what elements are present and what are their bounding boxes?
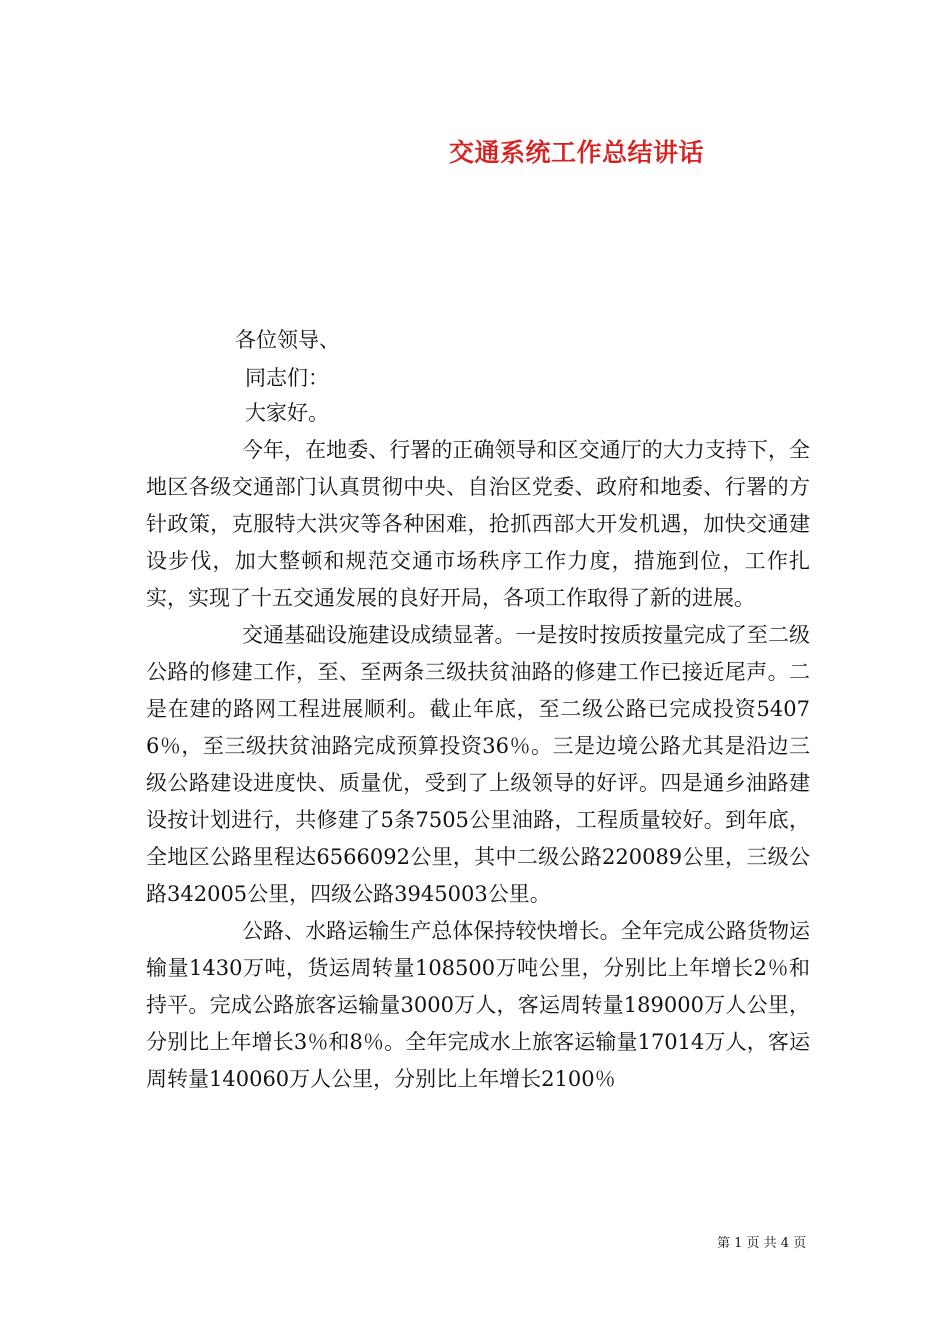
- document-title: 交通系统工作总结讲话: [449, 138, 705, 167]
- document-body: [146, 432, 810, 1098]
- salutation-leaders: 各位领导、: [235, 328, 340, 352]
- paragraph-infrastructure: 交通基础设施建设成绩显著。一是按时按质按量完成了至二级公路的修建工作，至、至两条三级扶贫油路的修建工作已接近尾声。二是在建的路网工程进展顺利。截止年底，至二级公路已完成投资54076％，至三级扶贫油路完成预算投资36％。三是边境公路尤其是沿边三级公路建设进度快、质量优，受到了上级领导的好评。四是通乡油路建设按计划进行，共修建了5条7505公里油路，工程质量较好。到年底，全地区公路里程达6566092公里，其中二级公路220089公里，三级公路342005公里，四级公路3945003公里。: [146, 623, 810, 906]
- salutation-comrades: 同志们：: [245, 366, 329, 390]
- salutation-greeting: 大家好。: [245, 401, 329, 425]
- page-number-footer: 第 1 页 共 4 页: [717, 1236, 807, 1251]
- paragraph-transport: 公路、水路运输生产总体保持较快增长。全年完成公路货物运输量1430万吨，货运周转量108500万吨公里，分别比上年增长2％和持平。完成公路旅客运输量3000万人，客运周转量189000万人公里，分别比上年增长3％和8％。全年完成水上旅客运输量17014万人，客运周转量140060万人公里，分别比上年增长2100％: [146, 919, 810, 1091]
- paragraph-intro: 今年，在地委、行署的正确领导和区交通厅的大力支持下，全地区各级交通部门认真贯彻中央、自治区党委、政府和地委、行署的方针政策，克服特大洪灾等各种困难，抢抓西部大开发机遇，加快交通建设步伐，加大整顿和规范交通市场秩序工作力度，措施到位，工作扎实，实现了十五交通发展的良好开局，各项工作取得了新的进展。: [146, 438, 810, 610]
